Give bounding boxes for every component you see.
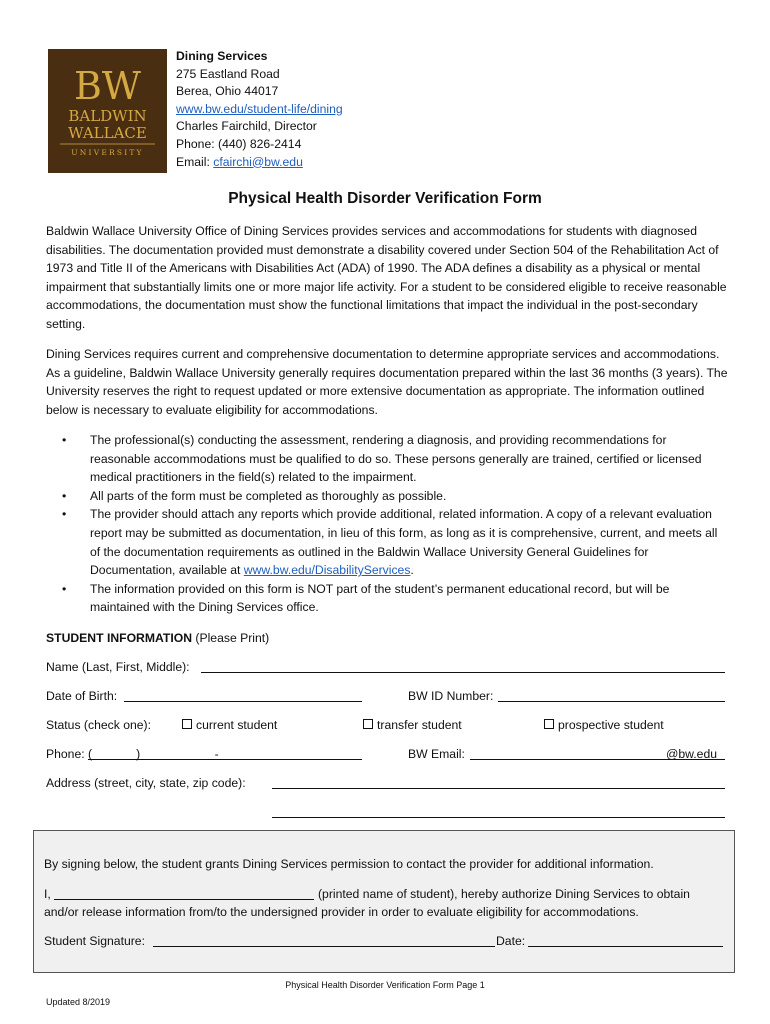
list-item: • The provider should attach any reports which provide additional, related information. A copy of a relevant evaluation report may be submitted as documentation, in lieu of this form, as long as it is comprehensive, current, and meets all of the documentation requirements as outlined in the Baldwin Wallace University General Guidelines for Documentation, available at www.bw.edu/DisabilityServices. (62, 507, 718, 578)
director-name: Charles Fairchild, Director (176, 119, 317, 134)
email-label: Email: (176, 154, 214, 169)
consent-intro: By signing below, the student grants Dining Services permission to contact the provider for additional information. (44, 857, 654, 871)
office-header (176, 48, 343, 171)
checkbox-icon (544, 719, 554, 729)
logo-line-baldwin: BALDWIN (68, 107, 147, 125)
status-option-label: current student (196, 718, 278, 732)
email-link[interactable]: cfairchi@bw.edu (213, 154, 303, 169)
authorize-text-1: (printed name of student), hereby authorize Dining Services to obtain (318, 887, 690, 901)
documentation-paragraph: Dining Services requires current and comprehensive documentation to determine appropriate services and accommodations. As a guideline, Baldwin Wallace University generally requires documentation prepared within the last 36 months (3 years). The University reserves the right to request updated or more extensive documentation as appropriate. The information outlined below is necessary to evaluate eligibility for accommodations. (46, 347, 728, 417)
checkbox-icon (363, 719, 373, 729)
bullet-text-3-end: . (410, 563, 414, 578)
date-label: Date: (496, 934, 526, 948)
status-option-label: transfer student (377, 718, 462, 732)
bullet-text-4: The information provided on this form is NOT part of the student’s permanent educational record, but will be maintained with the Dining Services office. (90, 581, 670, 615)
bwid-label: BW ID Number: (408, 689, 494, 703)
consent-box (33, 830, 735, 973)
updated-date: Updated 8/2019 (46, 997, 111, 1007)
status-label: Status (check one): (46, 718, 151, 732)
logo-line-wallace: WALLACE (68, 124, 147, 142)
authorize-text-2: and/or release information from/to the undersigned provider in order to evaluate eligibility for accommodations. (44, 905, 639, 919)
dob-label: Date of Birth: (46, 689, 118, 703)
office-phone: Phone: (440) 826-2414 (176, 136, 302, 151)
bullet-text-2: All parts of the form must be completed as thoroughly as possible. (90, 488, 447, 503)
bw-email-suffix: @bw.edu (666, 747, 717, 761)
office-name: Dining Services (176, 49, 268, 63)
consent-i-label: I, (44, 887, 51, 901)
status-option-label: prospective student (558, 718, 664, 732)
page-footer: Physical Health Disorder Verification Form Page 1 (285, 980, 485, 990)
university-logo (48, 49, 167, 173)
logo-line-university: UNIVERSITY (71, 148, 144, 157)
section-heading-note: (Please Print) (192, 631, 270, 645)
phone-label: Phone: (46, 747, 85, 761)
website-link[interactable]: www.bw.edu/student-life/dining (176, 101, 343, 116)
signature-label: Student Signature: (44, 934, 145, 948)
address-field-line-1[interactable] (272, 788, 725, 789)
disability-services-link[interactable]: www.bw.edu/DisabilityServices (243, 563, 411, 578)
status-transfer-checkbox[interactable] (363, 716, 462, 735)
printed-name-field[interactable] (54, 899, 314, 900)
date-field[interactable] (528, 946, 723, 947)
address-line-1: 275 Eastland Road (176, 66, 280, 81)
bwid-field[interactable] (498, 701, 725, 702)
checkbox-icon (182, 719, 192, 729)
address-field-line-2[interactable] (272, 817, 725, 818)
student-info-heading (46, 629, 269, 648)
dob-field[interactable] (124, 701, 362, 702)
requirements-list (62, 431, 728, 617)
section-heading: STUDENT INFORMATION (46, 631, 193, 645)
name-field[interactable] (201, 672, 725, 673)
status-current-checkbox[interactable] (182, 716, 277, 735)
form-title: Physical Health Disorder Verification Form (228, 190, 542, 207)
bullet-text-3: The provider should attach any reports which provide additional, related information. A copy of a relevant evaluation report may be submitted as documentation, in lieu of this form, as long as it is comprehensive, current, and meets all of the documentation requirements as outlined in the Baldwin Wallace University General Guidelines for Documentation, available at (90, 507, 718, 578)
address-line-2: Berea, Ohio 44017 (176, 84, 279, 99)
name-label: Name (Last, First, Middle): (46, 660, 190, 674)
bw-email-label: BW Email: (408, 747, 465, 761)
address-label: Address (street, city, state, zip code): (46, 776, 246, 790)
phone-template: ( ) - (88, 747, 219, 761)
phone-field[interactable] (88, 759, 362, 760)
signature-field[interactable] (153, 946, 495, 947)
list-item: • The professional(s) conducting the assessment, rendering a diagnosis, and providing recommendations for reasonable accommodations must be qualified to do so. These persons generally are trained, certified or licensed medical practitioners in the field(s) related to the impairment. (62, 433, 702, 485)
bullet-text-1: The professional(s) conducting the assessment, rendering a diagnosis, and providing recommendations for reasonable accommodations must be qualified to do so. These persons generally are trained, certified or licensed medical practitioners in the field(s) related to the impairment. (90, 433, 702, 485)
logo-monogram: BW (74, 64, 141, 108)
intro-paragraph: Baldwin Wallace University Office of Dining Services provides services and accommodations for students with diagnosed disabilities. The documentation provided must demonstrate a disability covered under Section 504 of the Rehabilitation Act of 1973 and Title II of the Americans with Disabilities Act (ADA) of 1990. The ADA defines a disability as a physical or mental impairment that substantially limits one or more major life activity. For a student to be considered eligible to receive reasonable accommodations, the documentation must show the functional limitations that impact the individual in the post-secondary setting. (46, 224, 727, 331)
list-item: • The information provided on this form is NOT part of the student’s permanent educational record, but will be maintained with the Dining Services office. (62, 581, 670, 615)
list-item: • All parts of the form must be completed as thoroughly as possible. (62, 488, 447, 503)
status-prospective-checkbox[interactable] (544, 716, 664, 735)
